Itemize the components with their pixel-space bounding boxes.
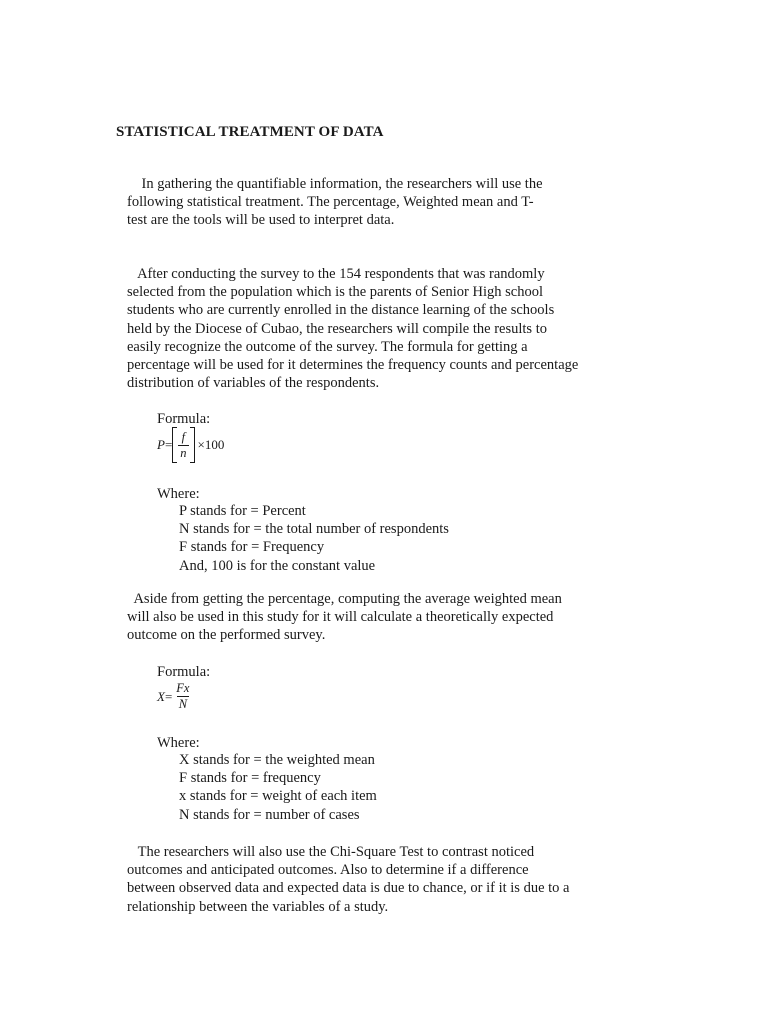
weighted-mean-paragraph: Aside from getting the percentage, computing the average weighted mean will also be used in this study for it will calculate a theoretically expected outcome on the performed survey. <box>127 591 562 644</box>
intro-paragraph: In gathering the quantifiable information, the researchers will use the following statistical treatment. The percentage, Weighted mean and T- test are the tools will be used to interpret data. <box>127 176 543 229</box>
definition-item: N stands for = number of cases <box>179 806 360 823</box>
formula-lhs: P <box>157 437 165 452</box>
formula-numerator: f <box>181 429 186 444</box>
definition-item: And, 100 is for the constant value <box>179 557 376 574</box>
formula-constant: 100 <box>204 437 225 452</box>
formula-fraction <box>178 430 188 461</box>
formula-times: × <box>197 437 205 452</box>
where-label-percentage: Where: <box>157 486 200 502</box>
formula-denominator: n <box>180 445 187 460</box>
definition-item: F stands for = Frequency <box>179 539 325 556</box>
percentage-paragraph: After conducting the survey to the 154 respondents that was randomly selected from the population which is the parents of Senior High school students who are currently enrolled in the distance learning of the schools held by the Diocese of Cubao, the researchers will compile the results to easily recognize the outcome of the survey. The formula for getting a percentage will be used for it determines the frequency counts and percentage distribution of variables of the respondents. <box>127 266 579 392</box>
formula-denominator: N <box>178 697 188 711</box>
definition-item: x stands for = weight of each item <box>179 788 377 805</box>
formula-bracket <box>172 427 194 463</box>
percentage-definitions <box>179 502 449 575</box>
formula-lhs: X <box>157 688 165 704</box>
definition-item: P stands for = Percent <box>179 503 306 519</box>
formula-label-weighted-mean: Formula: <box>157 664 211 680</box>
weighted-mean-definitions <box>179 751 377 824</box>
formula-equals: = <box>164 688 173 704</box>
definition-item: X stands for = the weighted mean <box>179 752 375 768</box>
weighted-mean-formula <box>157 681 193 712</box>
percentage-formula <box>157 427 224 463</box>
document-title: STATISTICAL TREATMENT OF DATA <box>116 124 384 140</box>
formula-numerator: Fx <box>176 681 190 695</box>
definition-item: F stands for = frequency <box>179 770 321 787</box>
formula-label-percentage: Formula: <box>157 411 211 427</box>
definition-item: N stands for = the total number of respondents <box>179 521 449 538</box>
formula-equals: = <box>164 437 173 452</box>
formula-fraction <box>174 681 191 712</box>
chi-square-paragraph: The researchers will also use the Chi-Square Test to contrast noticed outcomes and anticipated outcomes. Also to determine if a difference between observed data and expected data is due to chance, or if it is due to a relationship between the variables of a study. <box>127 844 570 915</box>
where-label-weighted-mean: Where: <box>157 735 200 751</box>
